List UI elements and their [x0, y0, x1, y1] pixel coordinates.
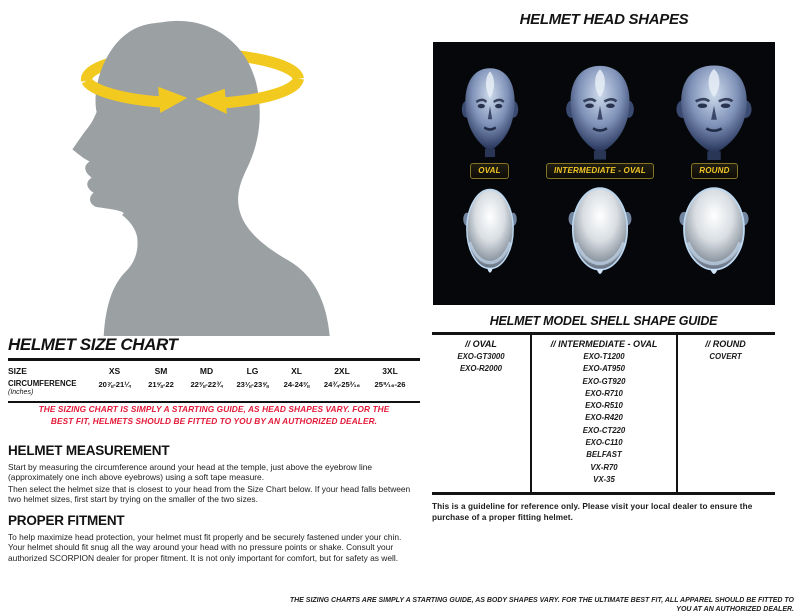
size-chart-title: HELMET SIZE CHART — [8, 335, 420, 361]
head-silhouette-icon — [22, 0, 367, 336]
value-lg: 23⅛-23⅝ — [236, 380, 269, 389]
round-face-icon — [673, 62, 755, 160]
col-lg: LG — [246, 366, 259, 376]
oval-top-view-icon — [453, 183, 527, 285]
fitment-paragraph: To help maximize head protection, your helmet must fit properly and be securely fastened under your chin. Your helmet should fit snug all the way around your head with no pressure points or shake. Consult your authorized SCORPION dealer for proper fitment. It is not only important for comfort, but for safety as well. — [8, 532, 402, 563]
shell-col-round-header: // ROUND — [705, 339, 746, 349]
col-sm: SM — [154, 366, 168, 376]
shell-col-oval — [432, 335, 530, 492]
round-label: ROUND — [691, 163, 737, 179]
col-xs: XS — [108, 366, 121, 376]
model-belfast: BELFAST — [586, 450, 622, 460]
shape-column-intermediate-oval — [546, 62, 654, 285]
model-vx-r70: VX-R70 — [590, 462, 618, 472]
value-3xl: 25⁹⁄₁₆-26 — [374, 380, 406, 389]
sizing-warning-text: THE SIZING CHART IS SIMPLY A STARTING GUIDE, AS HEAD SHAPES VARY. FOR THE BEST FIT, HELMETS SHOULD BE FITTED TO YOU BY AN AUTHORIZED DEALER. — [38, 404, 390, 426]
model-exo-ct220: EXO-CT220 — [582, 425, 626, 435]
measurement-paragraph-1: Start by measuring the circumference around your head at the temple, just above the eyebrow line (approximately one inch above eyebrows) using a soft tape measure. — [8, 462, 373, 483]
round-top-view-icon — [673, 183, 755, 285]
helmet-size-chart — [8, 335, 420, 403]
size-table-value-row — [8, 378, 420, 397]
head-shapes-panel — [433, 42, 775, 305]
shell-shape-guide — [432, 314, 775, 523]
head-measurement-illustration — [22, 0, 367, 336]
value-xl: 24-24⅜ — [283, 380, 310, 389]
oval-face-icon — [453, 62, 527, 160]
shell-col-intermediate-header: // INTERMEDIATE - OVAL — [550, 339, 658, 349]
intermediate-oval-face-icon — [561, 62, 639, 160]
shell-guide-table — [432, 332, 775, 495]
value-sm: 21⅝-22 — [148, 380, 174, 389]
measurement-paragraph-2: Then select the helmet size that is closest to your head from the Size Chart below. If your head falls between two helmet sizes, first start by trying on the smaller of the two sizes. — [8, 483, 411, 505]
value-md: 22⅜-22¾ — [190, 380, 223, 389]
circumference-text: CIRCUMFERENCE — [8, 379, 77, 388]
model-covert: COVERT — [709, 352, 742, 361]
value-xs: 20⅞-21¼ — [98, 380, 131, 389]
shell-guide-title: HELMET MODEL SHELL SHAPE GUIDE — [489, 314, 718, 328]
intermediate-oval-top-view-icon — [561, 183, 639, 285]
shape-column-oval — [453, 62, 527, 285]
circumference-units: (Inches) — [8, 389, 34, 396]
size-table — [8, 363, 420, 403]
model-exo-c110: EXO-C110 — [585, 438, 623, 448]
col-xl: XL — [291, 366, 302, 376]
model-exo-t1200: EXO-T1200 — [583, 352, 625, 361]
shell-col-intermediate — [530, 335, 678, 492]
col-md: MD — [199, 366, 214, 376]
footer-disclaimer: THE SIZING CHARTS ARE SIMPLY A STARTING GUIDE, AS BODY SHAPES VARY. FOR THE ULTIMATE BEST FIT, ALL APPAREL SHOULD BE FITTED TO YOU AT AN AUTHORIZED DEALER. — [289, 597, 794, 613]
shell-col-oval-header: // OVAL — [465, 339, 497, 349]
model-exo-gt3000: EXO-GT3000 — [457, 352, 505, 361]
model-exo-r420: EXO-R420 — [585, 413, 623, 423]
size-table-header-row — [8, 363, 420, 378]
oval-label: OVAL — [470, 163, 508, 179]
col-3xl: 3XL — [382, 366, 398, 376]
shell-col-round — [678, 335, 773, 492]
head-shapes-title: HELMET HEAD SHAPES — [519, 11, 689, 28]
model-exo-gt920: EXO-GT920 — [582, 376, 626, 386]
model-vx-35: VX-35 — [593, 474, 615, 484]
fitment-title: PROPER FITMENT — [8, 513, 125, 528]
measurement-title: HELMET MEASUREMENT — [8, 443, 170, 458]
helmet-measurement-section — [8, 443, 416, 505]
model-exo-r710: EXO-R710 — [585, 388, 623, 398]
model-exo-at950: EXO-AT950 — [583, 364, 625, 374]
shape-column-round — [673, 62, 755, 285]
value-2xl: 24¾-25³⁄₁₆ — [323, 380, 361, 389]
col-size: SIZE — [8, 366, 27, 376]
proper-fitment-section — [8, 513, 420, 563]
circumference-label — [8, 378, 90, 397]
intermediate-oval-label: INTERMEDIATE - OVAL — [546, 163, 654, 179]
col-2xl: 2XL — [334, 366, 350, 376]
model-exo-r510: EXO-R510 — [585, 401, 623, 411]
model-exo-r2000: EXO-R2000 — [459, 364, 503, 374]
shell-guide-note: This is a guideline for reference only. Please visit your local dealer to ensure the purchase of a proper fitting helmet. — [432, 502, 753, 523]
